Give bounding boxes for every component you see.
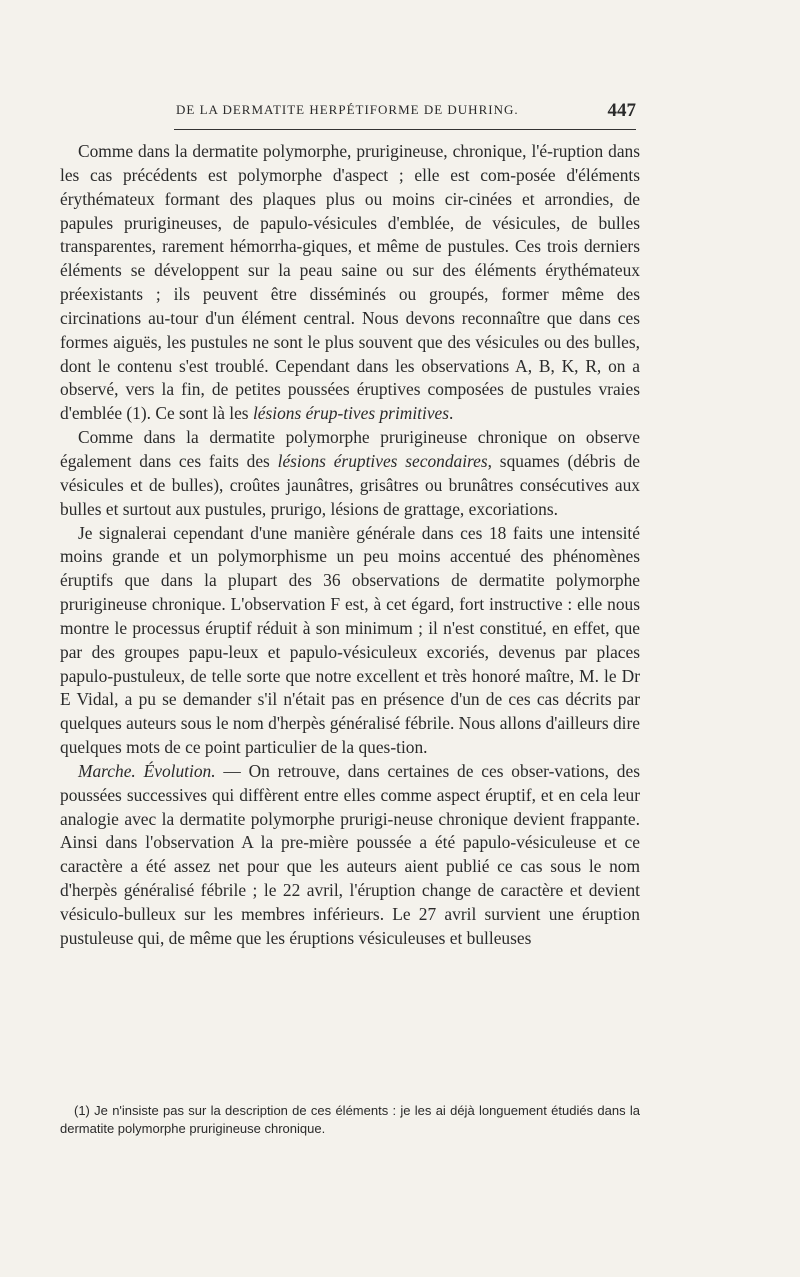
running-header xyxy=(176,100,636,122)
text-segment: Je signalerai cependant d'une manière générale dans ces 18 faits une intensité moins grande et un polymorphisme un peu moins accentué des phénomènes éruptifs que dans la plupart des 36 observations de dermatite polymorphe prurigineuse chronique. L'observation F est, à cet égard, fort instructive : elle nous montre le processus éruptif réduit à son minimum ; il n'est constitué, en effet, que par des groupes papu-leux et papulo-vésiculeux excoriés, devenus par places papulo-pustuleux, de telle sorte que notre excellent et très honoré maître, M. le Dr E Vidal, a pu se demander s'il n'était pas en présence d'un de ces cas décrits par quelques auteurs sous le nom d'herpès généralisé fébrile. Nous allons d'ailleurs dire quelques mots de ce point particulier de la ques-tion. xyxy=(60,522,640,758)
paragraph xyxy=(60,522,640,760)
text-segment: , squames (débris de vésicules et de bulles), croûtes jaunâtres, grisâtres ou brunâtres consécutives aux bulles et surtout aux pustules, prurigo, lésions de grattage, excoriations. xyxy=(60,450,640,519)
section-heading-inline: Marche. Évolution. xyxy=(78,760,216,781)
text-segment: Comme dans la dermatite polymorphe, prurigineuse, chronique, l'é-ruption dans les cas précédents est polymorphe d'aspect ; elle est com-posée d'éléments érythémateux formant des plaques plus ou moins cir-cinées et arrondies, de papules prurigineuses, de papulo-vésicules d'emblée, de vésicules, de bulles transparentes, rarement hémorrha-giques, et même de pustules. Ces trois derniers éléments se développent sur la peau saine ou sur des éléments érythémateux préexistants ; ils peuvent être disséminés ou groupés, former même des circinations au-tour d'un élément central. Nous devons reconnaître que dans ces formes aiguës, les pustules ne sont le plus souvent que des vésicules ou des bulles, dont le contenu s'est troublé. Cependant dans les observations A, B, K, R, on a observé, vers la fin, de petites poussées éruptives composées de pustules vraies d'emblée (1). Ce sont là les xyxy=(60,141,640,424)
paragraph xyxy=(60,140,640,426)
italic-term: lésions éruptives secondaires xyxy=(277,450,488,471)
text-segment: — On retrouve, dans certaines de ces obser-vations, des poussées successives qui diffèrent entre elles comme aspect éruptif, et en cela leur analogie avec la dermatite polymorphe prurigi-neuse chronique devient frappante. Ainsi dans l'observation A la pre-mière poussée a été papulo-vésiculeuse et ce caractère a été assez net pour que les auteurs aient publié ce cas sous le nom d'herpès généralisé fébrile ; le 22 avril, l'éruption change de caractère et devient vésiculo-bulleux sur les membres inférieurs. Le 27 avril survient une éruption pustuleuse qui, de même que les éruptions vésiculeuses et bulleuses xyxy=(60,760,640,948)
header-rule xyxy=(174,129,636,130)
text-segment: Comme dans la dermatite polymorphe prurigineuse chronique on observe également dans ces faits des xyxy=(60,427,640,471)
text-segment: . xyxy=(449,403,454,424)
body-text xyxy=(60,140,640,951)
footnote xyxy=(60,1102,640,1138)
footnote-text: (1) Je n'insiste pas sur la description de ces éléments : je les ai déjà longuement étudiés dans la dermatite polymorphe prurigineuse chronique. xyxy=(60,1103,640,1136)
page-number: 447 xyxy=(607,100,636,121)
italic-term: lésions érup-tives primitives xyxy=(252,403,450,424)
running-title: DE LA DERMATITE HERPÉTIFORME DE DUHRING. xyxy=(176,102,519,117)
paragraph xyxy=(60,426,640,521)
paragraph xyxy=(60,760,640,951)
